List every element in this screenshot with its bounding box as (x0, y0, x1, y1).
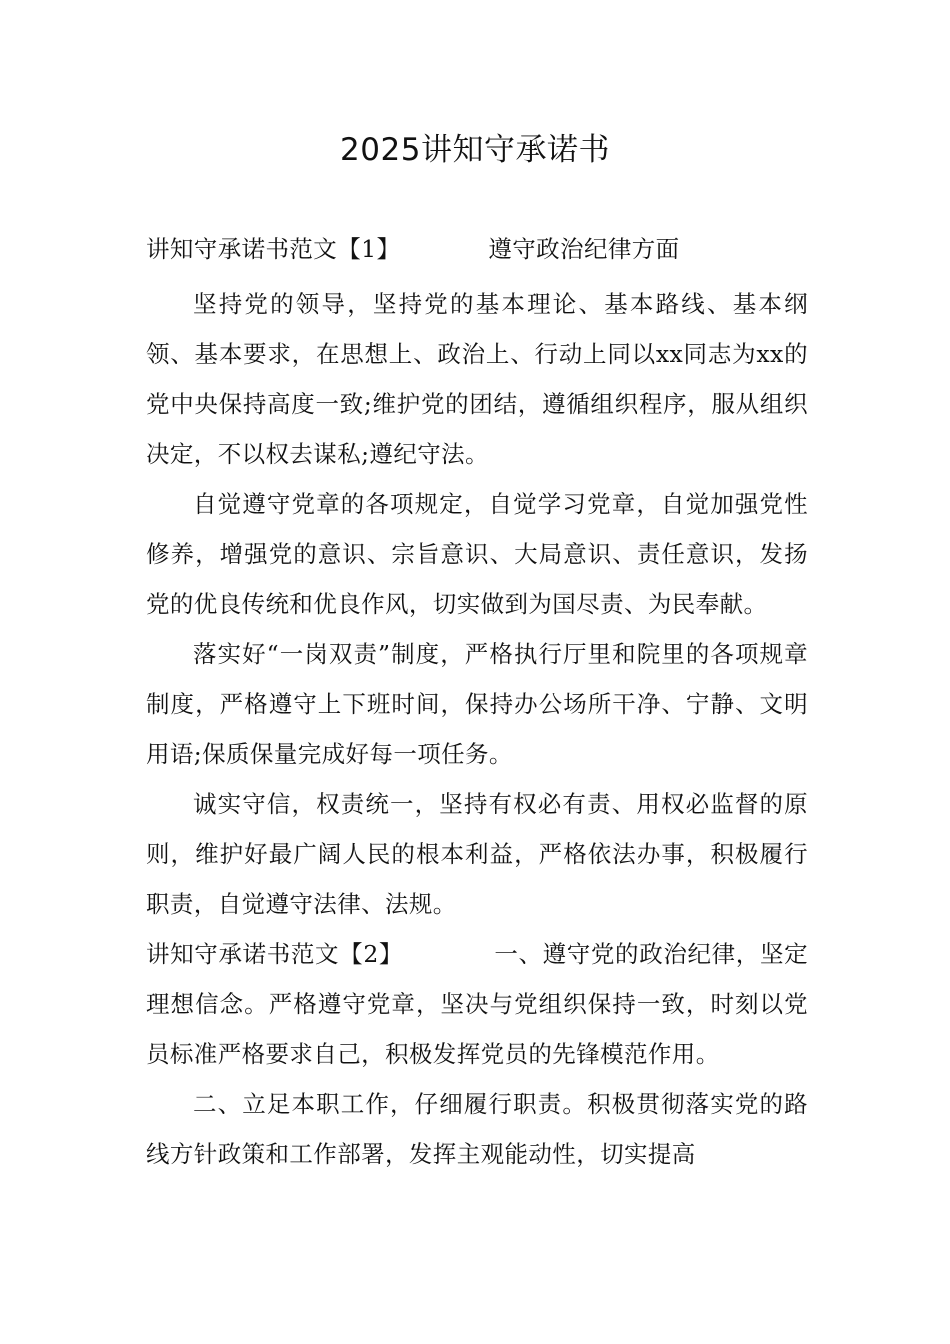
document-body (146, 224, 808, 1179)
section-1-heading: 讲知守承诺书范文【1】 (146, 235, 401, 263)
section-1-paragraph: 坚持党的领导，坚持党的基本理论、基本路线、基本纲领、基本要求，在思想上、政治上、行动上同以xx同志为xx的党中央保持高度一致;维护党的团结，遵循组织程序，服从组织决定，不以权去谋私;遵纪守法。 (146, 290, 808, 468)
document-title: 2025讲知守承诺书 (340, 132, 610, 168)
section-1-heading-line (146, 224, 808, 274)
section-1-subheading: 遵守政治纪律方面 (488, 235, 680, 263)
section-2-heading: 讲知守承诺书范文【2】 (146, 940, 404, 968)
section-1-paragraph: 落实好“一岗双责”制度，严格执行厅里和院里的各项规章制度，严格遵守上下班时间，保持办公场所干净、宁静、文明用语;保质保量完成好每一项任务。 (146, 640, 808, 768)
section-2-heading-line (146, 929, 808, 1079)
section-1-paragraph: 自觉遵守党章的各项规定，自觉学习党章，自觉加强党性修养，增强党的意识、宗旨意识、大局意识、责任意识，发扬党的优良传统和优良作风，切实做到为国尽责、为民奉献。 (146, 490, 808, 618)
section-2-first-paragraph: 一、遵守党的政治纪律，坚定理想信念。严格遵守党章，坚决与党组织保持一致，时刻以党员标准严格要求自己，积极发挥党员的先锋模范作用。 (146, 940, 808, 1068)
section-2-paragraph: 二、立足本职工作，仔细履行职责。积极贯彻落实党的路线方针政策和工作部署，发挥主观能动性，切实提高 (146, 1090, 808, 1168)
section-1-paragraph: 诚实守信，权责统一，坚持有权必有责、用权必监督的原则，维护好最广阔人民的根本利益，严格依法办事，积极履行职责，自觉遵守法律、法规。 (146, 790, 808, 918)
